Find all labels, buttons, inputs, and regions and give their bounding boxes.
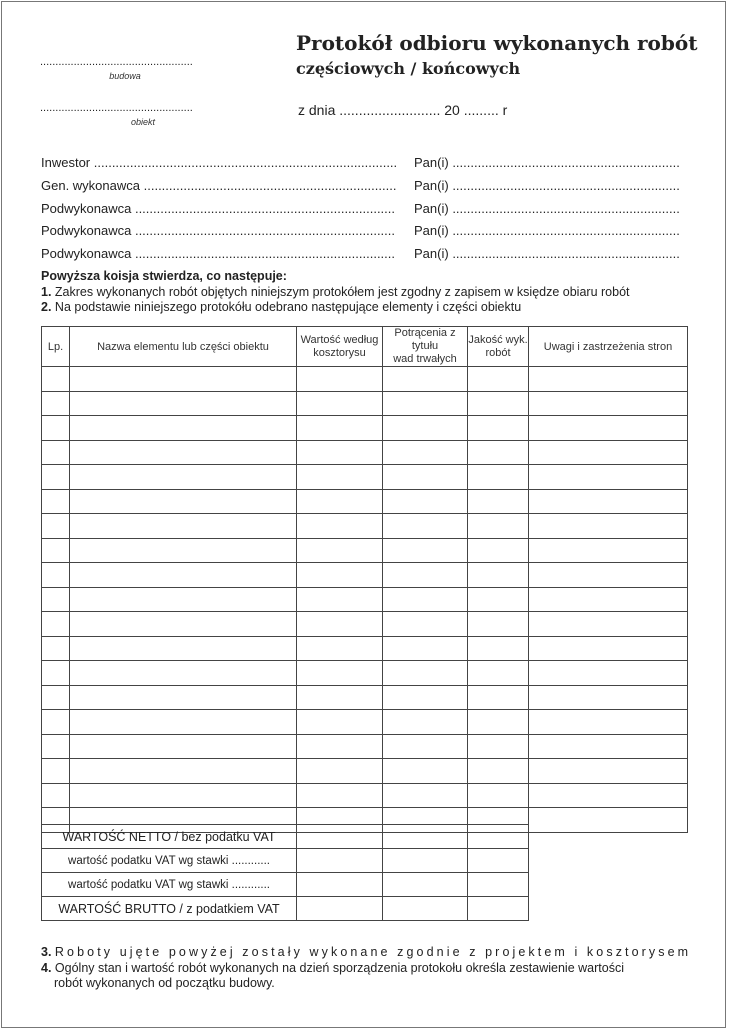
table-cell[interactable] <box>70 636 297 661</box>
table-cell[interactable] <box>42 612 70 637</box>
party-dots: ...................................................................... <box>143 178 397 193</box>
pan-dots: ............................................................... <box>452 223 680 238</box>
table-cell[interactable] <box>70 367 297 392</box>
table-row <box>42 367 688 392</box>
table-cell[interactable] <box>297 685 383 710</box>
table-cell[interactable] <box>70 538 297 563</box>
table-row <box>42 538 688 563</box>
table-cell[interactable] <box>70 587 297 612</box>
table-cell[interactable] <box>70 710 297 735</box>
table-row <box>42 685 688 710</box>
summary-cell[interactable] <box>468 873 529 897</box>
table-cell[interactable] <box>468 440 529 465</box>
summary-cell[interactable] <box>383 897 468 921</box>
table-cell[interactable] <box>297 440 383 465</box>
netto-label: WARTOŚĆ NETTO / bez podatku VAT <box>42 825 297 849</box>
table-cell[interactable] <box>529 416 688 441</box>
party-label: Inwestor <box>41 155 91 170</box>
table-cell[interactable] <box>383 734 468 759</box>
statement-item-1 <box>41 285 630 299</box>
table-cell[interactable] <box>70 391 297 416</box>
item-number: 1. <box>41 285 52 299</box>
footer-item-4-cont: robót wykonanych od początku budowy. <box>54 976 275 990</box>
table-cell[interactable] <box>42 367 70 392</box>
col-value <box>297 327 383 367</box>
table-cell[interactable] <box>529 710 688 735</box>
table-cell[interactable] <box>468 391 529 416</box>
table-cell[interactable] <box>383 563 468 588</box>
pan-label: Pan(i) <box>414 223 449 238</box>
table-row <box>42 612 688 637</box>
col-notes: Uwagi i zastrzeżenia stron <box>529 327 688 367</box>
table-cell[interactable] <box>468 636 529 661</box>
table-cell[interactable] <box>468 587 529 612</box>
col-deduct-l2: wad trwałych <box>393 353 457 365</box>
table-cell[interactable] <box>468 685 529 710</box>
table-cell[interactable] <box>529 612 688 637</box>
party-label: Podwykonawca <box>41 201 132 216</box>
table-cell[interactable] <box>468 489 529 514</box>
item-number: 3. <box>41 945 52 959</box>
table-cell[interactable] <box>297 636 383 661</box>
table-cell[interactable] <box>468 710 529 735</box>
table-cell[interactable] <box>529 367 688 392</box>
table-cell[interactable] <box>383 465 468 490</box>
item-text: Ogólny stan i wartość robót wykonanych na dzień sporządzenia protokołu określa zestawienie wartości <box>54 961 624 975</box>
table-cell[interactable] <box>529 538 688 563</box>
table-cell[interactable] <box>383 514 468 539</box>
summary-table <box>41 824 529 921</box>
table-cell[interactable] <box>42 587 70 612</box>
table-cell[interactable] <box>297 489 383 514</box>
table-cell[interactable] <box>70 440 297 465</box>
table-cell[interactable] <box>529 440 688 465</box>
table-cell[interactable] <box>70 416 297 441</box>
table-cell[interactable] <box>383 440 468 465</box>
table-cell[interactable] <box>42 440 70 465</box>
table-cell[interactable] <box>468 538 529 563</box>
table-cell[interactable] <box>297 734 383 759</box>
table-cell[interactable] <box>42 538 70 563</box>
table-cell[interactable] <box>42 685 70 710</box>
table-cell[interactable] <box>383 489 468 514</box>
table-cell[interactable] <box>70 759 297 784</box>
page-subtitle: częściowych / końcowych <box>296 59 521 78</box>
table-cell[interactable] <box>70 661 297 686</box>
brutto-label: WARTOŚĆ BRUTTO / z podatkiem VAT <box>42 897 297 921</box>
summary-cell[interactable] <box>383 825 468 849</box>
table-row <box>42 661 688 686</box>
col-quality <box>468 327 529 367</box>
pan-dots: ............................................................... <box>452 201 680 216</box>
table-cell[interactable] <box>529 759 688 784</box>
table-cell[interactable] <box>297 367 383 392</box>
summary-cell[interactable] <box>468 897 529 921</box>
table-row <box>42 710 688 735</box>
table-cell[interactable] <box>529 685 688 710</box>
obiekt-caption: obiekt <box>130 117 156 127</box>
table-cell[interactable] <box>529 391 688 416</box>
table-cell[interactable] <box>70 563 297 588</box>
table-cell[interactable] <box>297 538 383 563</box>
table-header <box>42 327 688 367</box>
table-cell[interactable] <box>70 734 297 759</box>
summary-cell[interactable] <box>383 849 468 873</box>
table-cell[interactable] <box>70 465 297 490</box>
party-pan[interactable] <box>414 201 680 216</box>
table-row <box>42 734 688 759</box>
summary-cell[interactable] <box>297 849 383 873</box>
table-cell[interactable] <box>297 391 383 416</box>
party-row[interactable] <box>41 246 395 261</box>
table-cell[interactable] <box>468 367 529 392</box>
pan-dots: ............................................................... <box>452 178 680 193</box>
table-cell[interactable] <box>468 563 529 588</box>
table-cell[interactable] <box>297 759 383 784</box>
party-label: Podwykonawca <box>41 223 132 238</box>
table-cell[interactable] <box>529 587 688 612</box>
table-cell[interactable] <box>383 612 468 637</box>
col-value-l1: Wartość według <box>300 333 379 346</box>
table-cell[interactable] <box>297 465 383 490</box>
item-text: Zakres wykonanych robót objętych niniejszym protokółem jest zgodny z zapisem w księdze obiaru robót <box>54 285 630 299</box>
table-cell[interactable] <box>468 759 529 784</box>
table-cell[interactable] <box>42 661 70 686</box>
party-dots: .................................................................................... <box>93 155 398 170</box>
party-dots: ........................................................................ <box>134 223 396 238</box>
table-cell[interactable] <box>529 563 688 588</box>
table-row <box>42 563 688 588</box>
footer-item-3 <box>41 945 691 959</box>
table-cell[interactable] <box>468 465 529 490</box>
date-line[interactable]: z dnia .......................... 20 ......... r <box>298 102 508 118</box>
summary-cell[interactable] <box>297 897 383 921</box>
table-cell[interactable] <box>297 612 383 637</box>
party-pan[interactable] <box>414 223 680 238</box>
party-row[interactable] <box>41 223 395 238</box>
col-quality-l1: Jakość wyk. <box>468 333 528 346</box>
table-row <box>42 587 688 612</box>
pan-dots: ............................................................... <box>452 155 680 170</box>
table-cell[interactable] <box>529 661 688 686</box>
table-row <box>42 416 688 441</box>
table-cell[interactable] <box>529 636 688 661</box>
table-row <box>42 514 688 539</box>
summary-cell[interactable] <box>383 873 468 897</box>
elements-table <box>41 326 688 833</box>
table-cell[interactable] <box>297 783 383 808</box>
pan-dots: ............................................................... <box>452 246 680 261</box>
table-cell[interactable] <box>468 416 529 441</box>
table-cell[interactable] <box>42 710 70 735</box>
table-cell[interactable] <box>383 367 468 392</box>
statement-item-2 <box>41 300 521 314</box>
table-cell[interactable] <box>42 783 70 808</box>
footer-item-4 <box>41 961 624 975</box>
table-cell[interactable] <box>383 710 468 735</box>
table-row <box>42 465 688 490</box>
vat-label: wartość podatku VAT wg stawki ............ <box>42 849 297 873</box>
party-pan[interactable] <box>414 155 680 170</box>
table-cell[interactable] <box>468 612 529 637</box>
party-pan[interactable] <box>414 178 680 193</box>
table-row <box>42 636 688 661</box>
party-row[interactable] <box>41 201 395 216</box>
table-cell[interactable] <box>383 391 468 416</box>
summary-row <box>42 897 529 921</box>
pan-label: Pan(i) <box>414 201 449 216</box>
col-lp: Lp. <box>42 327 70 367</box>
item-number: 4. <box>41 961 52 975</box>
table-cell[interactable] <box>42 636 70 661</box>
col-quality-l2: robót <box>485 346 511 359</box>
budowa-field[interactable]: .................................................. <box>40 56 193 68</box>
table-cell[interactable] <box>383 416 468 441</box>
table-row <box>42 391 688 416</box>
page-title: Protokół odbioru wykonanych robót <box>296 31 698 55</box>
party-dots: ........................................................................ <box>134 201 396 216</box>
table-cell[interactable] <box>42 563 70 588</box>
party-label: Podwykonawca <box>41 246 132 261</box>
table-row <box>42 440 688 465</box>
table-cell[interactable] <box>42 734 70 759</box>
col-deduct-l1: Potrącenia z tytułu <box>394 327 456 352</box>
pan-label: Pan(i) <box>414 155 449 170</box>
summary-cell[interactable] <box>468 849 529 873</box>
table-cell[interactable] <box>468 661 529 686</box>
summary-cell[interactable] <box>297 825 383 849</box>
item-number: 2. <box>41 300 52 314</box>
party-pan[interactable] <box>414 246 680 261</box>
table-cell[interactable] <box>42 489 70 514</box>
table-cell[interactable] <box>529 514 688 539</box>
table-row <box>42 489 688 514</box>
table-cell[interactable] <box>297 587 383 612</box>
table-cell[interactable] <box>468 783 529 808</box>
obiekt-field[interactable]: .................................................. <box>40 102 193 114</box>
table-cell[interactable] <box>529 465 688 490</box>
table-cell[interactable] <box>468 734 529 759</box>
table-cell[interactable] <box>529 734 688 759</box>
party-label: Gen. wykonawca <box>41 178 140 193</box>
party-dots: ........................................................................ <box>134 246 396 261</box>
table-cell[interactable] <box>70 612 297 637</box>
table-cell[interactable] <box>383 636 468 661</box>
item-text: Roboty ujęte powyżej zostały wykonane zgodnie z projektem i kosztorysem <box>54 945 692 959</box>
table-cell[interactable] <box>42 465 70 490</box>
table-cell[interactable] <box>297 416 383 441</box>
table-cell[interactable] <box>529 808 688 833</box>
table-cell[interactable] <box>383 661 468 686</box>
table-cell[interactable] <box>383 538 468 563</box>
pan-label: Pan(i) <box>414 246 449 261</box>
table-cell[interactable] <box>42 759 70 784</box>
col-deduct <box>383 327 468 367</box>
table-cell[interactable] <box>468 514 529 539</box>
table-cell[interactable] <box>383 587 468 612</box>
vat-label: wartość podatku VAT wg stawki ............ <box>42 873 297 897</box>
col-value-l2: kosztorysu <box>313 346 366 359</box>
table-cell[interactable] <box>297 514 383 539</box>
table-row <box>42 783 688 808</box>
table-cell[interactable] <box>297 710 383 735</box>
table-cell[interactable] <box>383 759 468 784</box>
table-row <box>42 759 688 784</box>
table-cell[interactable] <box>70 783 297 808</box>
table-cell[interactable] <box>383 783 468 808</box>
table-cell[interactable] <box>42 416 70 441</box>
table-cell[interactable] <box>70 514 297 539</box>
item-text: Na podstawie niniejszego protokółu odebrano następujące elementy i części obiektu <box>54 300 522 314</box>
table-cell[interactable] <box>297 661 383 686</box>
summary-cell[interactable] <box>468 825 529 849</box>
table-cell[interactable] <box>297 563 383 588</box>
statement-heading: Powyższa koisja stwierdza, co następuje: <box>41 269 287 283</box>
table-cell[interactable] <box>529 489 688 514</box>
summary-row <box>42 825 529 849</box>
table-cell[interactable] <box>529 783 688 808</box>
table-cell[interactable] <box>70 489 297 514</box>
summary-row <box>42 873 529 897</box>
table-cell[interactable] <box>383 685 468 710</box>
budowa-caption: budowa <box>109 71 141 81</box>
table-cell[interactable] <box>70 685 297 710</box>
summary-row <box>42 849 529 873</box>
party-row[interactable] <box>41 178 396 193</box>
pan-label: Pan(i) <box>414 178 449 193</box>
table-cell[interactable] <box>42 391 70 416</box>
party-row[interactable] <box>41 155 397 170</box>
table-cell[interactable] <box>42 514 70 539</box>
col-name: Nazwa elementu lub części obiektu <box>70 327 297 367</box>
summary-cell[interactable] <box>297 873 383 897</box>
